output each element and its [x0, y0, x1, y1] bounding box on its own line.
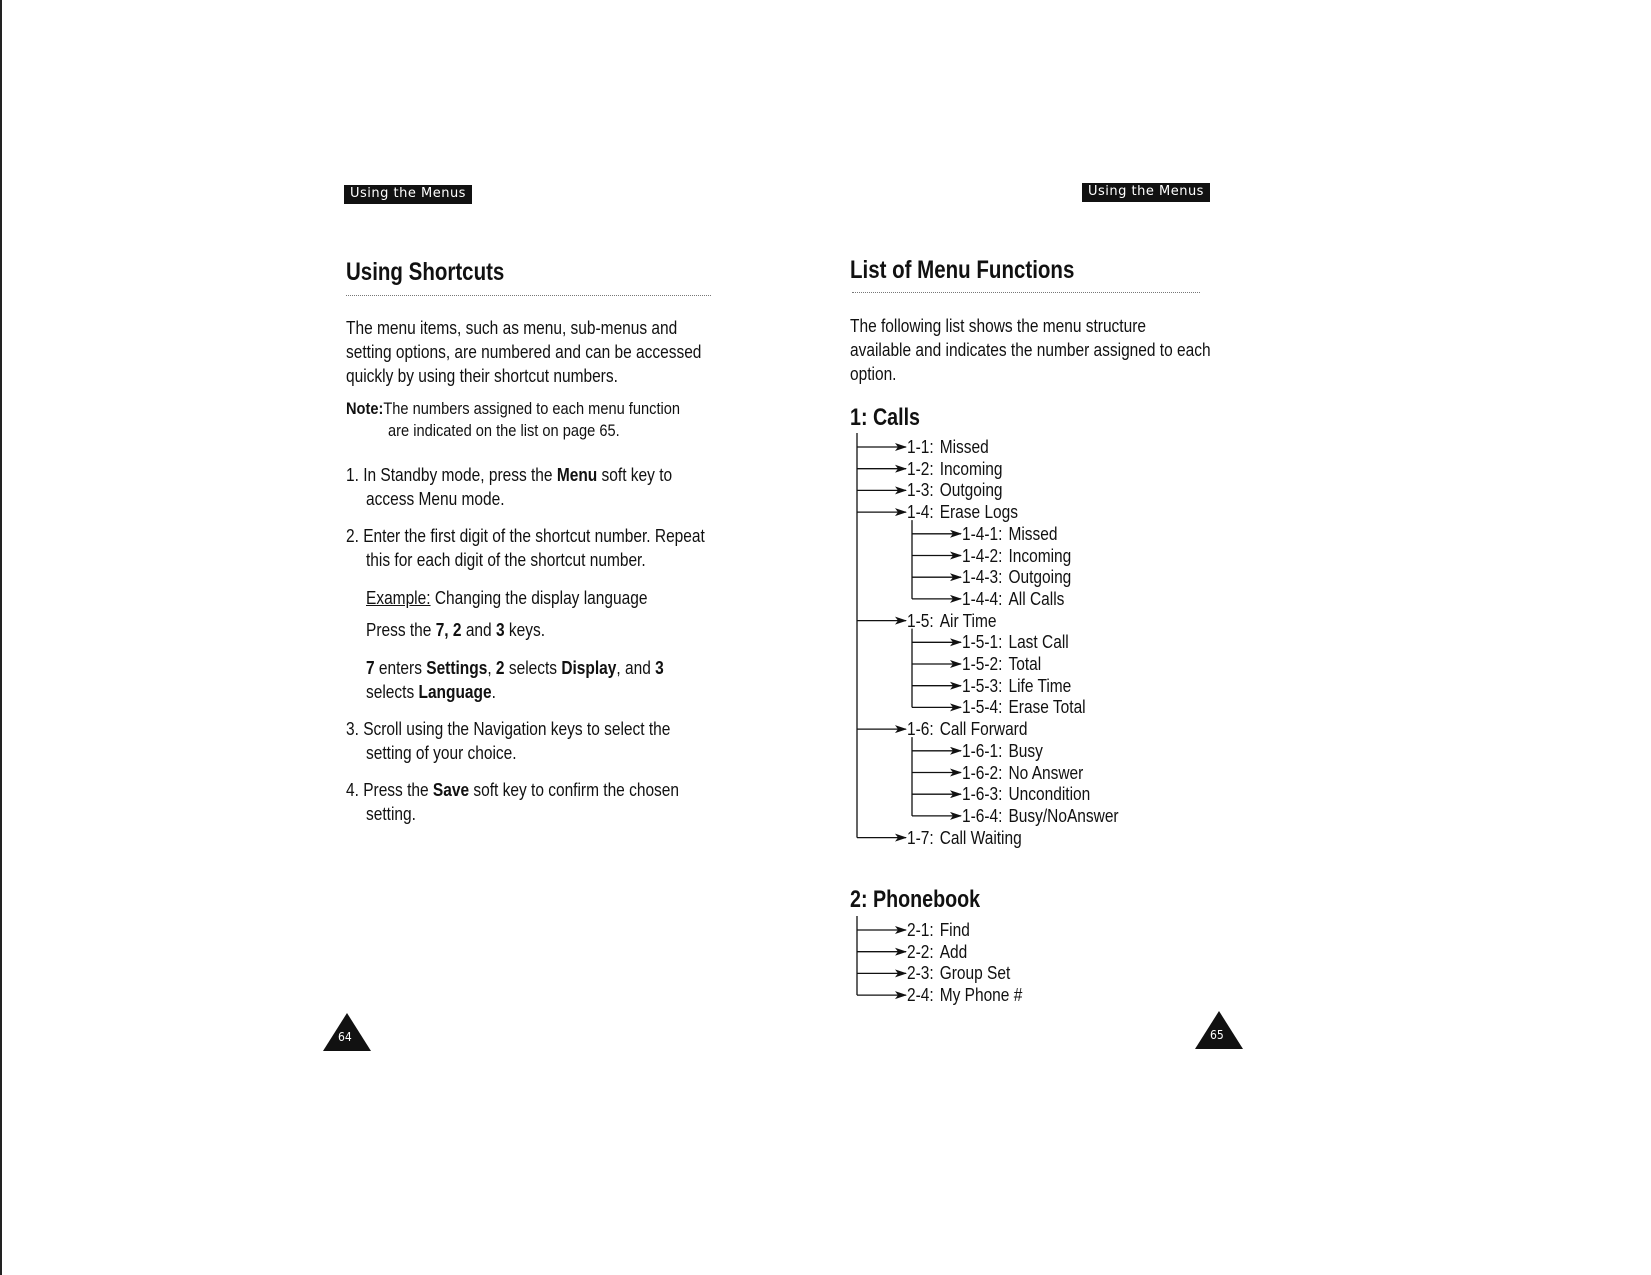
intro-paragraph — [346, 316, 759, 388]
menu-item-label: Find — [939, 920, 970, 940]
menu-item-1-6-3 — [962, 783, 1090, 805]
menu-item-label: Erase Total — [1008, 697, 1086, 718]
menu-label: Language — [418, 682, 492, 702]
step-1 — [346, 463, 725, 511]
step-text: setting of your choice. — [366, 743, 517, 763]
page-title: List of Menu Functions — [850, 256, 1075, 284]
text: , — [487, 658, 496, 678]
menu-label: Settings — [426, 658, 488, 678]
menu-item-code: 1-2: — [907, 458, 934, 479]
text: selects — [366, 682, 419, 702]
menu-item-label: No Answer — [1008, 762, 1084, 783]
menu-item-1-4-4 — [962, 588, 1064, 610]
menu-item-label: Call Waiting — [939, 827, 1022, 848]
menu-item-label: Total — [1008, 654, 1042, 674]
intro-line: The following list shows the menu structure — [850, 316, 1146, 336]
example-line — [366, 586, 693, 610]
press-keys-line — [366, 618, 574, 642]
menu-item-code: 1-5: — [907, 610, 934, 631]
key-label: 3 — [495, 620, 505, 640]
intro-line: option. — [850, 364, 897, 384]
menu-item-label: Uncondition — [1008, 784, 1091, 805]
header-tab: Using the Menus — [1082, 183, 1210, 202]
left-page — [0, 0, 825, 1275]
menu-item-code: 1-5-4: — [962, 697, 1003, 718]
text: , and — [616, 658, 656, 678]
note — [346, 398, 734, 442]
header-tab: Using the Menus — [344, 185, 472, 204]
text: Press the — [366, 620, 436, 640]
menu-label: Display — [561, 658, 617, 678]
step-text: soft key to — [597, 465, 673, 485]
menu-tree-connectors — [825, 0, 1651, 1275]
note-text: The numbers assigned to each menu function — [383, 399, 681, 418]
menu-item-2-1 — [907, 919, 970, 941]
page-number: 65 — [1210, 1028, 1224, 1042]
step-text: soft key to confirm the chosen — [469, 780, 680, 800]
intro-line: available and indicates the number assigned to each — [850, 340, 1211, 360]
menu-item-1-5 — [907, 610, 996, 632]
text: enters — [374, 658, 427, 678]
menu-item-code: 1-7: — [907, 827, 934, 848]
menu-item-code: 1-4-2: — [962, 545, 1003, 566]
menu-item-label: Missed — [1008, 523, 1058, 544]
menu-item-label: Last Call — [1008, 632, 1069, 653]
step-text: setting. — [366, 804, 416, 824]
menu-key-label: Menu — [556, 465, 598, 485]
menu-item-1-2 — [907, 458, 1003, 480]
menu-item-label: Add — [939, 941, 968, 962]
section-heading-calls: 1: Calls — [850, 404, 921, 431]
step-text: access Menu mode. — [366, 489, 505, 509]
menu-item-label: Incoming — [939, 458, 1003, 479]
menu-item-code: 1-6-4: — [962, 805, 1003, 826]
menu-item-code: 1-5-2: — [962, 654, 1003, 674]
example-label: Example: — [366, 588, 431, 608]
menu-item-code: 2-2: — [907, 941, 934, 962]
menu-item-label: Busy — [1008, 740, 1043, 761]
menu-item-code: 1-4-4: — [962, 588, 1003, 609]
menu-item-2-4 — [907, 984, 1022, 1006]
menu-item-code: 1-4-3: — [962, 567, 1003, 588]
note-label: Note: — [346, 399, 384, 418]
menu-item-code: 1-5-3: — [962, 675, 1003, 696]
menu-item-label: All Calls — [1008, 588, 1065, 609]
menu-item-1-4-3 — [962, 566, 1071, 588]
menu-item-code: 2-4: — [907, 985, 934, 1006]
title-divider — [346, 295, 711, 296]
selection-explanation — [366, 656, 712, 704]
menu-item-label: My Phone # — [939, 985, 1023, 1006]
menu-item-label: Group Set — [939, 963, 1011, 984]
menu-item-1-5-2 — [962, 653, 1041, 675]
note-text: are indicated on the list on page 65. — [388, 421, 620, 440]
intro-line: The menu items, such as menu, sub-menus and — [346, 318, 678, 338]
menu-item-1-4-1 — [962, 523, 1058, 545]
menu-item-label: Air Time — [939, 610, 997, 631]
menu-item-1-6-1 — [962, 740, 1043, 762]
menu-item-code: 1-6-3: — [962, 784, 1003, 805]
menu-item-1-1 — [907, 436, 989, 458]
key-label: 2 — [495, 658, 505, 678]
menu-item-1-6-4 — [962, 805, 1119, 827]
menu-item-code: 1-5-1: — [962, 632, 1003, 653]
menu-item-label: Outgoing — [1008, 567, 1072, 588]
menu-item-code: 1-1: — [907, 437, 934, 457]
menu-item-1-5-4 — [962, 696, 1086, 718]
step-3 — [346, 717, 723, 765]
menu-item-label: Erase Logs — [939, 502, 1019, 523]
menu-item-label: Call Forward — [939, 719, 1028, 740]
menu-item-1-6-2 — [962, 762, 1083, 784]
menu-item-1-7 — [907, 827, 1022, 849]
menu-item-label: Incoming — [1008, 545, 1072, 566]
step-text: 1. In Standby mode, press the — [346, 465, 557, 485]
menu-item-code: 1-4: — [907, 502, 934, 523]
key-label: 7 — [366, 658, 375, 678]
menu-item-label: Missed — [939, 437, 989, 457]
text: selects — [504, 658, 562, 678]
menu-item-label: Outgoing — [939, 480, 1003, 501]
menu-item-1-6 — [907, 718, 1027, 740]
menu-item-code: 1-6-1: — [962, 740, 1003, 761]
menu-item-1-4-2 — [962, 545, 1071, 567]
text: keys. — [504, 620, 546, 640]
step-2 — [346, 524, 763, 572]
text: . — [491, 682, 496, 702]
section-heading-phonebook: 2: Phonebook — [850, 886, 981, 913]
menu-item-code: 2-3: — [907, 963, 934, 984]
step-text: 2. Enter the first digit of the shortcut number. Repeat — [346, 526, 705, 546]
intro-line: setting options, are numbered and can be accessed — [346, 342, 702, 362]
menu-item-code: 1-3: — [907, 480, 934, 501]
key-label: 3 — [655, 658, 664, 678]
key-label: 7, 2 — [435, 620, 462, 640]
save-key-label: Save — [432, 780, 470, 800]
step-text: this for each digit of the shortcut number. — [366, 550, 646, 570]
text: and — [461, 620, 496, 640]
menu-item-code: 1-6: — [907, 719, 934, 740]
menu-item-1-5-1 — [962, 631, 1069, 653]
menu-item-code: 1-6-2: — [962, 762, 1003, 783]
menu-item-2-3 — [907, 962, 1010, 984]
menu-item-1-5-3 — [962, 675, 1071, 697]
menu-item-label: Busy/NoAnswer — [1008, 805, 1119, 826]
menu-item-1-3 — [907, 479, 1003, 501]
page-title: Using Shortcuts — [346, 258, 505, 286]
menu-item-code: 2-1: — [907, 920, 934, 940]
menu-item-1-4 — [907, 501, 1018, 523]
right-page — [825, 0, 1651, 1275]
example-text: Changing the display language — [430, 588, 648, 608]
step-text: 3. Scroll using the Navigation keys to select the — [346, 719, 671, 739]
menu-item-label: Life Time — [1008, 675, 1072, 696]
menu-item-2-2 — [907, 941, 967, 963]
menu-item-code: 1-4-1: — [962, 523, 1003, 544]
step-text: 4. Press the — [346, 780, 433, 800]
step-4 — [346, 778, 733, 826]
page-number: 64 — [338, 1030, 352, 1044]
intro-line: quickly by using their shortcut numbers. — [346, 366, 618, 386]
